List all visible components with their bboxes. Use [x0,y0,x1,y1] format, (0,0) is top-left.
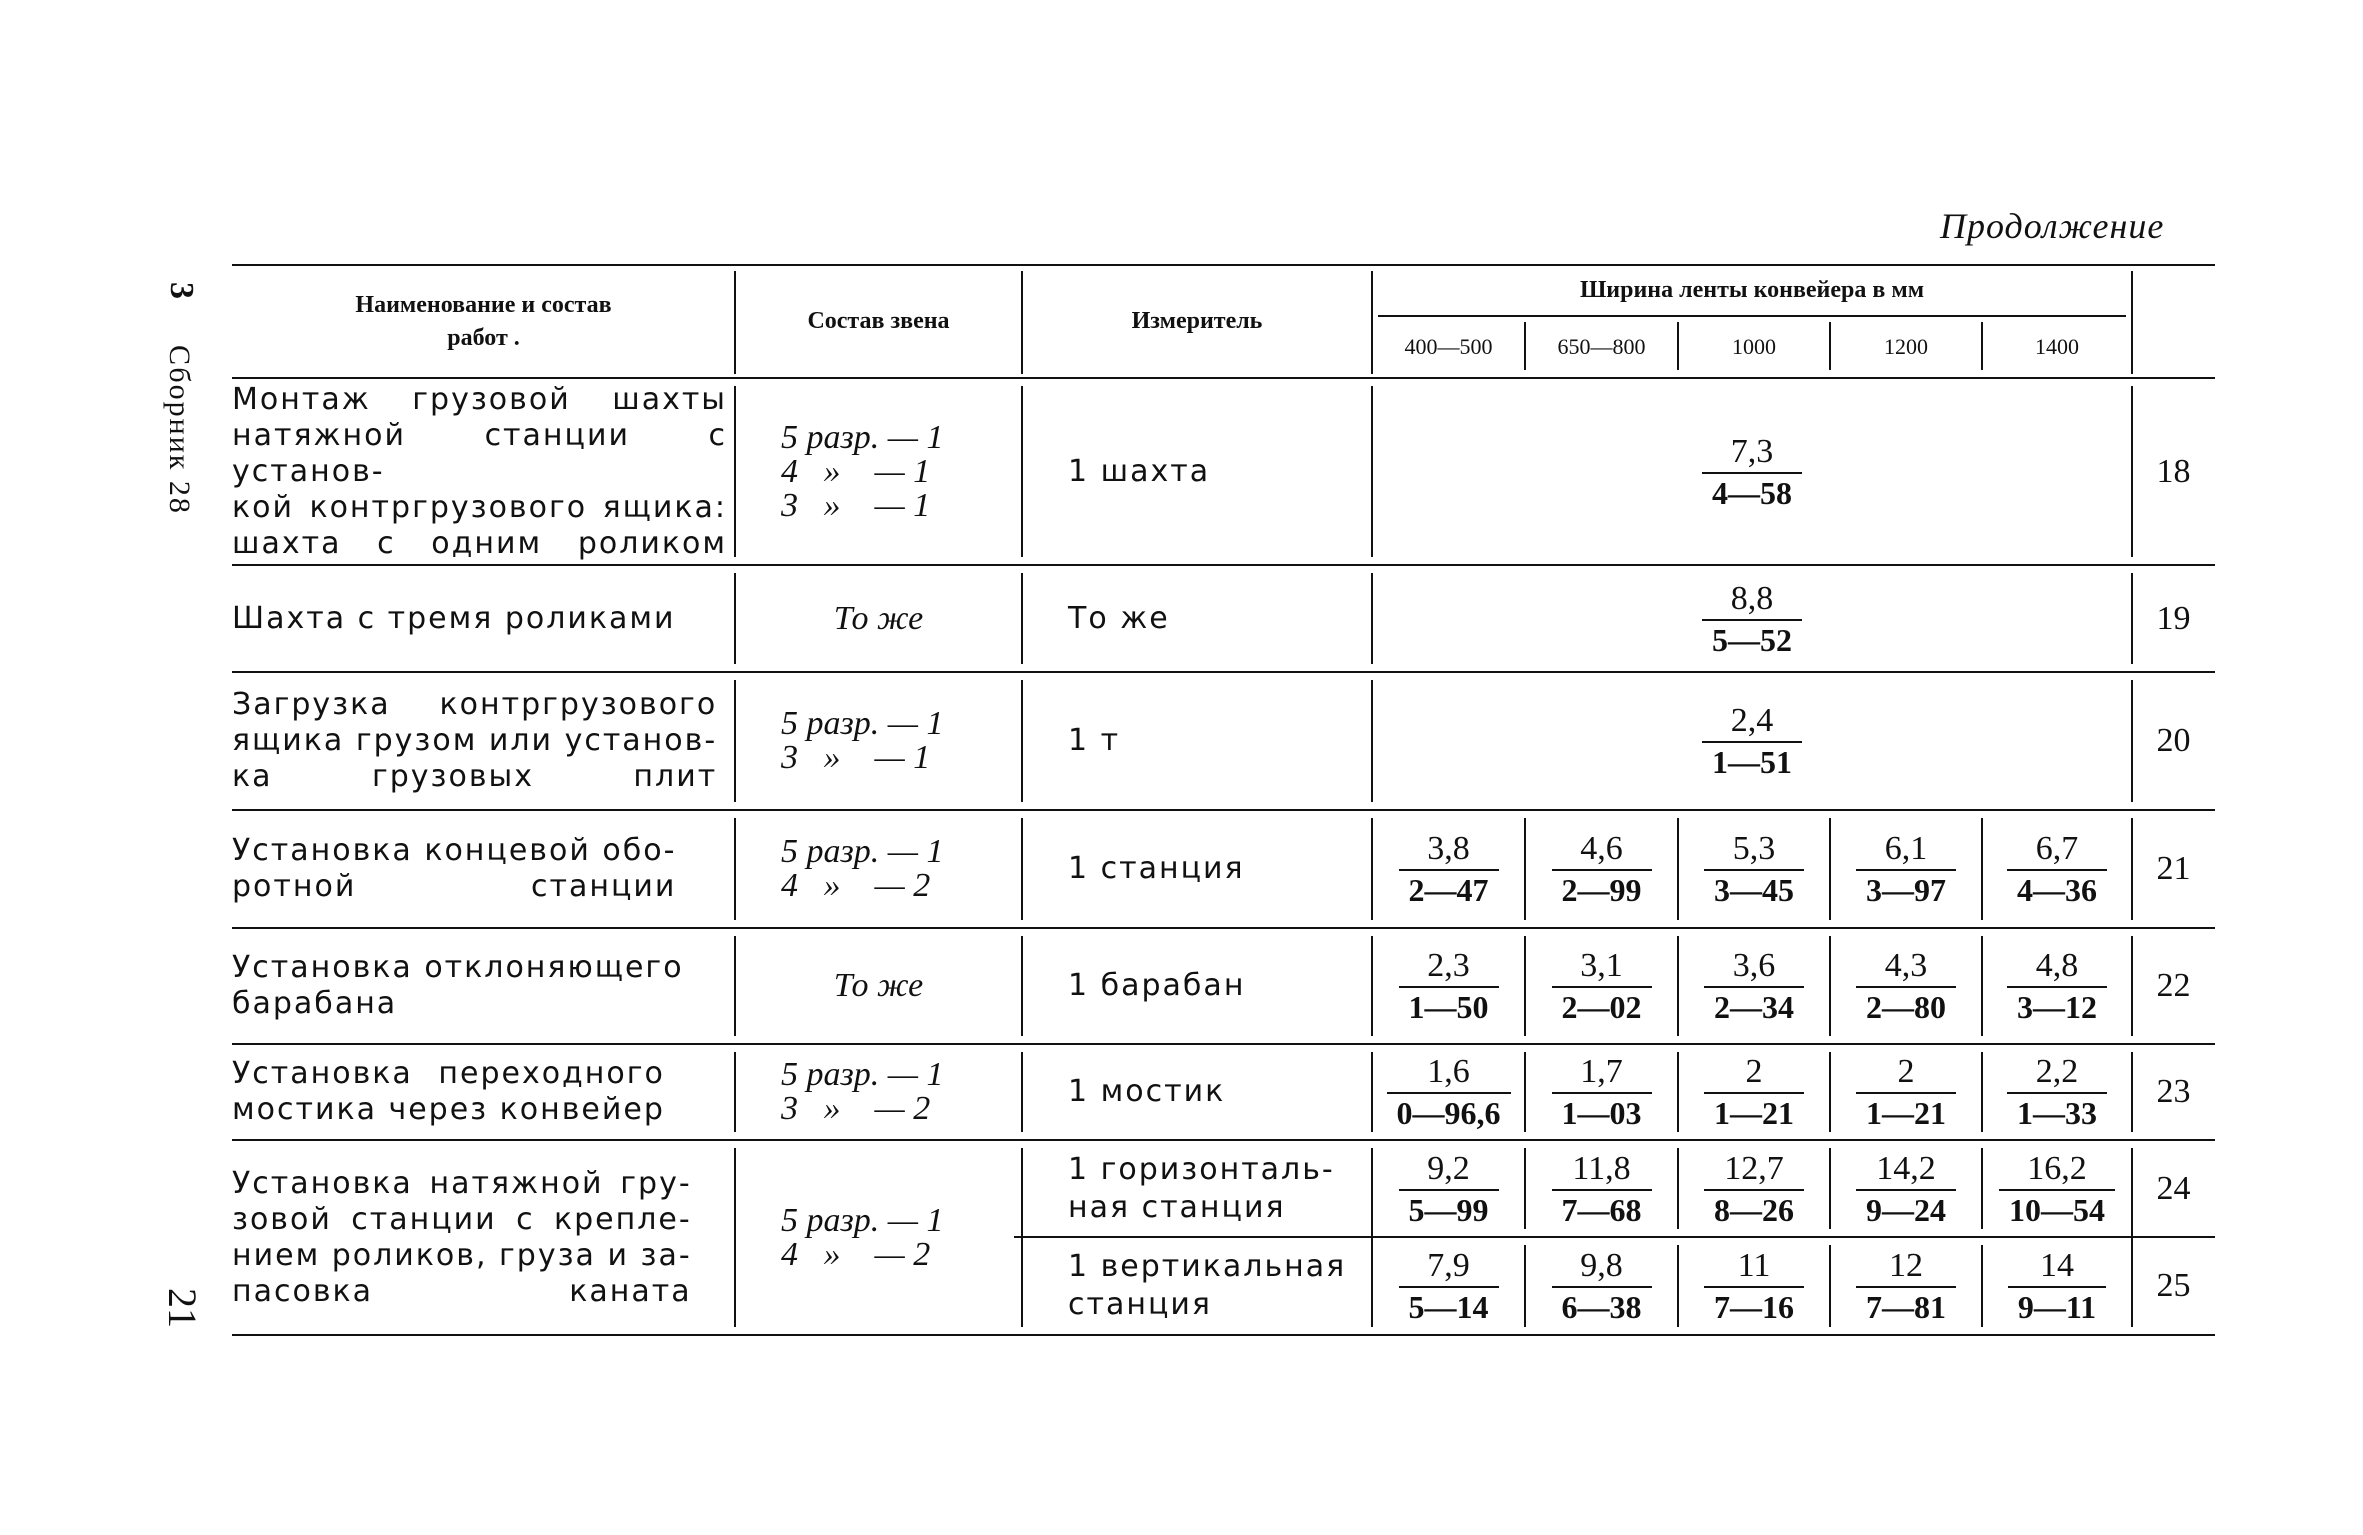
norm-value [1830,1044,1982,1140]
cost-norm: 1—21 [1856,1092,1956,1132]
column-rule [1677,1148,1679,1229]
measure-unit: 1 вертикальная станция [1068,1249,1347,1322]
norm-value [1678,810,1830,928]
column-rule [734,1148,736,1327]
norm-value [1372,672,2132,810]
cost-norm: 3—45 [1704,869,1804,909]
column-rule [1524,936,1526,1036]
cost-norm: 0—96,6 [1387,1092,1511,1132]
measure-unit: 1 мостик [1068,1074,1226,1109]
column-rule [734,271,736,374]
column-rule [1677,1245,1679,1327]
norm-value [1982,1237,2132,1335]
norm-value [1982,928,2132,1044]
crew-composition: 5 разр. — 1 3 » — 1 [781,705,944,776]
header-width-5: 1400 [2035,334,2079,359]
crew-composition: 5 разр. — 1 4 » — 2 [781,833,944,904]
labor-norm: 14,2 [1876,1149,1936,1187]
row-number: 20 [2156,722,2191,759]
labor-norm: 7,3 [1730,432,1774,470]
width-column-rule [1829,322,1831,370]
column-rule [1524,818,1526,920]
work-description: Монтаж грузовой шахты натяжной станции с установ- кой контргрузового ящика: шахта с одним роликом [232,381,727,561]
column-rule [734,936,736,1036]
column-rule [1524,1052,1526,1132]
crew-composition: То же [833,967,924,1004]
norm-value [1982,810,2132,928]
cost-norm: 2—80 [1856,986,1956,1026]
norm-value [1525,1140,1678,1237]
norm-value [1372,378,2132,565]
row-number: 25 [2156,1267,2191,1304]
column-rule [1677,818,1679,920]
continuation-label: Продолжение [1940,206,2165,246]
width-column-rule [1677,322,1679,370]
crew-composition: 5 разр. — 1 4 » — 2 [781,1201,944,1273]
column-rule [734,680,736,802]
labor-norm: 5,3 [1732,830,1776,867]
column-rule [1981,818,1983,920]
cost-norm: 3—97 [1856,869,1956,909]
column-rule [1524,1245,1526,1327]
column-rule [1981,936,1983,1036]
header-width-1: 400—500 [1404,334,1493,359]
measure-unit: 1 барабан [1068,968,1246,1003]
cost-norm: 1—03 [1552,1092,1652,1132]
labor-norm: 9,2 [1427,1149,1470,1187]
cost-norm: 2—47 [1399,869,1499,909]
work-description: Шахта с тремя роликами [232,600,676,636]
norm-value [1372,565,2132,672]
work-description: Установка концевой обо- ротной станции [232,833,677,904]
labor-norm: 6,1 [1884,830,1928,867]
measure-unit: 1 горизонталь- ная станция [1068,1151,1335,1225]
norm-value [1525,1044,1678,1140]
labor-norm: 3,8 [1427,830,1470,867]
width-column-rule [1981,322,1983,370]
column-rule [1829,936,1831,1036]
row-number: 23 [2156,1073,2191,1110]
row-number: 18 [2156,452,2191,490]
cost-norm: 2—34 [1704,986,1804,1026]
labor-norm: 11 [1737,1247,1771,1284]
labor-norm: 2 [1897,1053,1915,1090]
header-work: Наименование и состав работ . [355,292,612,351]
measure-unit: 1 станция [1068,851,1245,886]
column-rule [734,1052,736,1132]
column-rule [2131,271,2133,374]
labor-norm: 2,4 [1730,702,1774,739]
norm-value [1678,1044,1830,1140]
column-rule [1829,818,1831,920]
header-width-2: 650—800 [1557,334,1646,359]
cost-norm: 2—99 [1552,869,1652,909]
work-description: Установка отклоняющего барабана [232,950,684,1021]
column-rule [734,818,736,920]
norm-value [1982,1140,2132,1237]
cost-norm: 6—38 [1552,1286,1652,1326]
crew-composition: То же [833,599,924,637]
cost-norm: 9—11 [2008,1286,2106,1326]
labor-norm: 4,3 [1884,947,1928,984]
column-rule [1981,1052,1983,1132]
cost-norm: 9—24 [1856,1189,1956,1229]
column-rule [1677,1052,1679,1132]
cost-norm: 5—99 [1399,1189,1499,1229]
column-rule [1829,1052,1831,1132]
cost-norm: 3—12 [2007,986,2107,1026]
side-section-number: 3 [163,282,200,299]
cost-norm: 4—58 [1702,472,1802,512]
labor-norm: 2,2 [2035,1053,2079,1090]
labor-norm: 7,9 [1427,1247,1470,1284]
column-rule [1021,271,1023,374]
row-number: 24 [2156,1169,2191,1207]
measure-unit: 1 т [1068,723,1121,758]
labor-norm: 3,1 [1580,947,1623,984]
norm-value [1678,928,1830,1044]
cost-norm: 1—33 [2007,1092,2107,1132]
cost-norm: 1—50 [1399,986,1499,1026]
cost-norm: 4—36 [2007,869,2107,909]
labor-norm: 12 [1889,1247,1923,1284]
cost-norm: 7—68 [1552,1189,1652,1229]
cost-norm: 10—54 [1999,1189,2115,1229]
header-measure: Измеритель [1131,308,1263,335]
cost-norm: 8—26 [1704,1189,1804,1229]
column-rule [1371,271,1373,374]
work-description: Установка переходного мостика через конвейер [232,1056,665,1127]
labor-norm: 14 [2040,1247,2074,1284]
measure-unit: То же [1068,600,1170,636]
column-rule [734,386,736,557]
header-width-4: 1200 [1884,334,1928,359]
cost-norm: 1—21 [1704,1092,1804,1132]
header-belt-width: Ширина ленты конвейера в мм [1579,277,1925,304]
column-rule [1829,1148,1831,1229]
row-number: 19 [2156,599,2191,637]
side-collection-label: Сборник 28 [163,345,196,515]
side-page-number: 21 [160,1288,205,1328]
cost-norm: 1—51 [1702,741,1802,781]
column-rule [1677,936,1679,1036]
cost-norm: 7—81 [1856,1286,1956,1326]
cost-norm: 5—14 [1399,1286,1499,1326]
norm-value [1678,1237,1830,1335]
crew-composition: 5 разр. — 1 4 » — 1 3 » — 1 [781,418,944,524]
labor-norm: 12,7 [1724,1149,1784,1187]
column-rule [734,573,736,664]
crew-composition: 5 разр. — 1 3 » — 2 [781,1056,944,1127]
labor-norm: 16,2 [2027,1149,2087,1187]
labor-norm: 9,8 [1580,1247,1623,1284]
cost-norm: 5—52 [1702,619,1802,659]
norm-value [1982,1044,2132,1140]
width-column-rule [1524,322,1526,370]
header-width-3: 1000 [1732,334,1776,359]
labor-norm: 1,7 [1580,1053,1623,1090]
norm-value [1525,928,1678,1044]
column-rule [1981,1148,1983,1229]
norm-value [1678,1140,1830,1237]
labor-norm: 3,6 [1732,947,1776,984]
column-rule [1524,1148,1526,1229]
measure-unit: 1 шахта [1068,453,1211,489]
norm-value [1372,1044,1525,1140]
work-description: Загрузка контргрузового ящика грузом или установ- ка грузовых плит [232,687,718,794]
labor-norm: 1,6 [1427,1053,1470,1090]
labor-norm: 11,8 [1572,1149,1631,1187]
norm-value [1830,928,1982,1044]
row-number: 22 [2156,967,2191,1004]
labor-norm: 2,3 [1427,947,1470,984]
norm-value [1830,1237,1982,1335]
column-rule [1829,1245,1831,1327]
header-crew: Состав звена [807,308,950,335]
work-description: Установка натяжной гру- зовой станции с крепле- нием роликов, груза и за- пасовка каната [232,1165,692,1309]
norm-value [1525,810,1678,928]
norm-value [1372,1140,1525,1237]
norm-value [1525,1237,1678,1335]
column-rule [1981,1245,1983,1327]
labor-norm: 4,8 [2035,947,2079,984]
labor-norm: 4,6 [1580,830,1623,867]
labor-norm: 2 [1745,1053,1763,1090]
row-number: 21 [2156,850,2191,887]
norm-value [1830,1140,1982,1237]
labor-norm: 6,7 [2035,830,2079,867]
cost-norm: 7—16 [1704,1286,1804,1326]
norm-value [1372,928,1525,1044]
labor-norm: 8,8 [1730,579,1774,617]
cost-norm: 2—02 [1552,986,1652,1026]
norm-value [1372,810,1525,928]
norm-value [1830,810,1982,928]
norm-value [1372,1237,1525,1335]
